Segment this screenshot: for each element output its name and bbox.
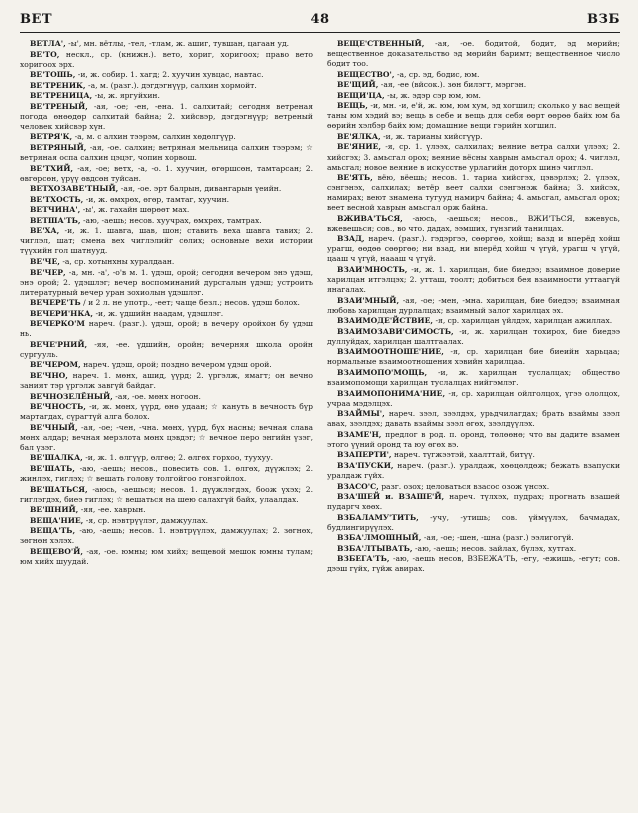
page-header: [20, 10, 620, 33]
entry-definition: предлог в род. п. оронд, төлөөнө; что вы дадите взамен этого үүний оронд та юу өгөх вэ.: [327, 429, 620, 449]
entry-definition: нареч. (разг.). уралдаж, хөөцөлдөж; бежать взапуски уралдаж гүйх.: [327, 460, 620, 480]
entry-definition: нареч. (разг.). гэдэргээ, сөөргөө, хойш; вазд и вперёд хойш урагш, өөдөө сөөргөө; ни взад, ни вперёд хойш ч үгүй, урагш ч үгүй, цааш ч үгүй, наааш ч үгүй.: [327, 234, 620, 264]
entry-definition: -а, ср. хотынхны хуралдаан.: [62, 256, 175, 266]
dictionary-entry: [20, 547, 313, 567]
entry-headword: ВЕТХОЗАВЕ'ТНЫЙ,: [30, 184, 119, 194]
entry-definition: -я, ср. 1. үлээх, салхилах; веяние ветра салхи үлээх; 2. хийсгэх; 3. амьсгал орох; веяние вёсны хаврын амьсгал орох; 4. чиглэл, амьсгал; новое веяние в искусстве урлагийн доторх шинэ чиглэл.: [327, 142, 620, 172]
entry-headword: ВЕЩИ'ЦА,: [337, 90, 385, 100]
entry-headword: ВЕЩЕ'СТВЕННЫЙ,: [337, 39, 425, 48]
entry-definition: нареч. түгжээтэй, хаалттай, битүү.: [393, 450, 535, 460]
entry-headword: ВЗАИ'МНОСТЬ,: [337, 265, 408, 275]
dictionary-entry: [20, 340, 313, 360]
entry-definition: -аюсь, -аешься; несов., ВЖИ'ТЬСЯ, вжевусь, вжевешься; сов., во что. дадах, ээмших, гүнзгий танилцах.: [327, 213, 620, 233]
dictionary-entry: [20, 485, 313, 505]
entry-headword: ВЗБЕГА'ТЬ,: [337, 554, 390, 564]
entry-definition: -я, ср. харилцан үйлдэх, харилцан ажиллах.: [435, 316, 613, 326]
entry-definition: -и, ж. 1. шавга, шав, шон; ставить веха шавга тавих; 2. чиглэл, шат; смена вех чиглэлийг сөлих; основные вехи истории түүхийн гол шатнууд.: [20, 226, 313, 256]
entry-definition: нареч. (разг.). үдэш, орой; в вечеру оройхон бу үдэш нь.: [20, 319, 313, 339]
entry-definition: -и, ж. үдшийн наадам, үдэшлэг.: [95, 308, 224, 318]
dictionary-entry: [20, 298, 313, 308]
dictionary-entry: [20, 526, 313, 546]
entry-definition: -и, мн. -и, е'й, ж. юм, юм хум, эд хогшил; сколько у вас вещей таны юм хэдий вэ; вещь в себе и вещь для себя өөрт өөрөө байх юм ба өөрийн хэлбэр байх юм; домашние вещи гэрийн хогшил.: [327, 101, 620, 131]
entry-definition: -ая, -ое; ветх, -а, -о. 1. хуучин, өгөршсөн, тамтарсан; 2. өвгөрсөн, үрүү өвдсөн туйсан.: [20, 163, 313, 183]
entry-definition: -я, ср. харилцан ойлголцох, үгээ ололцох, учраа мэдэлцэх.: [327, 388, 620, 408]
dictionary-entry: [20, 464, 313, 484]
dictionary-entry: [20, 184, 313, 194]
entry-headword: ВЕТРЯНЫЙ,: [30, 142, 87, 152]
entry-definition: -аю, -аешь; несов., повесить сов. 1. өлгөх, дүүжлэх; 2. жинлэх, гиглэх; ☆ вешать голову толгойгоо гонзгойлох.: [20, 463, 313, 483]
dictionary-entry: [327, 430, 620, 450]
dictionary-entry: [327, 327, 620, 347]
entry-headword: ВЕ'ШАТЬ,: [30, 463, 75, 473]
entry-headword: ВЕЩА'ТЬ,: [30, 526, 76, 536]
entry-headword: ВЖИВА'ТЬСЯ,: [337, 213, 403, 223]
dictionary-entry: [20, 319, 313, 339]
entry-definition: -ая, -ое. бодитой, бодит, эд мөрийн; вещественное доказательство эд мөрийн баримт; вещественное число бодит тоо.: [327, 39, 620, 69]
dictionary-entry: [20, 371, 313, 391]
entry-definition: нареч. зээл, зээлдэх, урьдчилагдах; брать взаймы зээл авах, зээлдэх; давать взаймы зээл өгөх, зээлдүүлэх.: [327, 409, 620, 429]
entry-definition: -аю, -аешь; несов. зайлах, бүлэх, хутгах.: [414, 543, 577, 553]
entry-definition: разг. озох; целоваться взасос озож үнсэх.: [381, 481, 550, 491]
header-left-guide-word: ВЕТ: [20, 12, 53, 27]
dictionary-entry: [327, 482, 620, 492]
entry-headword: ВЕТЛА',: [30, 39, 66, 48]
dictionary-entry: [327, 142, 620, 172]
entry-headword: ВЗАД,: [337, 234, 365, 244]
entry-definition: -ая, -ое; -шен, -шна (разг.) ээлигогүй.: [423, 533, 574, 543]
entry-definition: -ы', ж. гахайн шөрөөт мах.: [82, 205, 190, 215]
entry-definition: -и, ж. 1. харилцан, бие биедээ; взаимное доверие харилцан итгэлцэх; 2. утташ, тоолт; добиться бея взаимности уттаагүй янагалах.: [327, 265, 620, 295]
page-number: 48: [310, 12, 330, 27]
dictionary-entry: [327, 70, 620, 80]
dictionary-entry: [20, 423, 313, 453]
header-right-guide-word: ВЗБ: [587, 12, 620, 27]
entry-definition: -а, м. с алхин тээрэм, салхин хөдөлгүүр.: [74, 132, 236, 142]
dictionary-entry: [20, 360, 313, 370]
dictionary-entry: [327, 544, 620, 554]
dictionary-entry: [327, 265, 620, 295]
dictionary-entry: [20, 453, 313, 463]
entry-headword: ВЗАИМОЗАВИ'СИМОСТЬ,: [337, 326, 454, 336]
dictionary-entry: [327, 214, 620, 234]
entry-definition: -учу, -утишь; сов. үймүүлэх, бачмадах, будлингирүүлэх.: [327, 512, 620, 532]
entry-definition: -ая, -ое. эрт балрын, дивангарын үеийн.: [120, 184, 282, 194]
entry-headword: ВЕ'ШАЛКА,: [30, 453, 83, 463]
entry-definition: -ая, -ое; -ен, -ена. 1. салхитай; сегодня ветреная погода өнөөдөр салхитай байна; 2. хийсвэр, дэгдэгнүүр; ветреный человек хийсвэр хүн.: [20, 101, 313, 131]
entry-headword: ВЕЩА'НИЕ,: [30, 515, 84, 525]
entry-definition: -ы', мн. вётлы, -тел, -тлам, ж. ашиг, тувшан, цагаан уд.: [68, 39, 290, 48]
entry-definition: -и, ж. харилцан туслалцах; общество взаимопомощи харилцан туслалцах нийгэмлэг.: [327, 368, 620, 388]
entry-headword: ВЕ'ЧНОСТЬ,: [30, 402, 86, 412]
columns: [20, 39, 620, 809]
entry-definition: -а, ср. эд, бодис, юм.: [396, 69, 480, 79]
dictionary-entry: [327, 461, 620, 481]
entry-headword: ВЕЧЕ'РНИЙ,: [30, 339, 88, 349]
entry-headword: ВЗБА'ЛМОШНЫЙ,: [337, 533, 422, 543]
dictionary-entry: [327, 132, 620, 142]
entry-definition: нескл., ср. (книжн.). вето, хориг, хоригоох; право вето хоригоох эрх.: [20, 49, 313, 69]
entry-definition: -и, ж. собир. 1. хагд; 2. хуучин хувцас, навтас.: [77, 70, 264, 80]
dictionary-entry: [20, 505, 313, 515]
dictionary-entry: [20, 205, 313, 215]
entry-definition: -и, ж. 1. өлгүүр, өлгөө; 2. өлгөх горхоо, туухуу.: [85, 453, 274, 463]
dictionary-entry: [327, 80, 620, 90]
entry-definition: нареч. түлхэх, пудрах; прогнать взашей пударгч хөөх.: [327, 492, 620, 512]
entry-headword: ВЕЩЕСТВО',: [337, 69, 395, 79]
entry-headword: ВЕ'ЯНИЕ,: [337, 142, 382, 152]
dictionary-entry: [20, 216, 313, 226]
right-column: [327, 39, 620, 809]
dictionary-entry: [20, 195, 313, 205]
dictionary-entry: [20, 516, 313, 526]
dictionary-entry: [20, 309, 313, 319]
entry-definition: -аю, -аешь несов, ВЗБЕЖА'ТЬ, -егу, -ежишь, -егут; сов. дээш гүйх, гүйж авирах.: [327, 554, 620, 574]
dictionary-entry: [20, 91, 313, 101]
entry-definition: -и, ж. тарианы хийсгүүр.: [383, 131, 483, 141]
dictionary-entry: [327, 347, 620, 367]
dictionary-entry: [20, 102, 313, 132]
entry-definition: -и, ж. өмхрөх, өгөр, тамтаг, хуучин.: [85, 194, 230, 204]
entry-headword: ВЕ'ЧЕ,: [30, 256, 60, 266]
dictionary-entry: [20, 70, 313, 80]
entry-headword: ВЕ'ЧЕР,: [30, 267, 66, 277]
entry-headword: ВЗБА'ЛТЫВАТЬ,: [337, 543, 413, 553]
entry-definition: -аю, -аешь; несов. 1. нэвтрүүлэх, дамжуулах; 2. зөгнөх, зөгнөн хэлэх.: [20, 526, 313, 546]
entry-headword: ВЗА'ПУСКИ,: [337, 460, 394, 470]
dictionary-entry: [327, 368, 620, 388]
entry-definition: -аю, -аешь; несов. хуучрах, өмхрөх, тамтрах.: [82, 215, 262, 225]
entry-definition: -я, ср. нэвтрүүлэг, дамжуулах.: [85, 515, 209, 525]
entry-headword: ВЕ'ЧНЫЙ,: [30, 422, 78, 432]
entry-definition: -ая, -ое. мөнх ногоон.: [115, 391, 201, 401]
entry-headword: ВЕЧНОЗЕЛЁНЫЙ,: [30, 391, 113, 401]
entry-definition: -ы, ж. яргуйхин.: [94, 91, 160, 101]
entry-definition: -ая, -ое; -мен, -мна. харилцан, бие биедээ; взаимная любовь харилцан дурлалцах; взаимный залог харилцах эх.: [327, 295, 620, 315]
dictionary-entry: [20, 402, 313, 422]
dictionary-entry: [327, 101, 620, 131]
entry-headword: ВЗАИМОДЕ'ЙСТВИЕ,: [337, 316, 434, 326]
entry-definition: -яя, -ее. хаврын.: [80, 505, 146, 515]
entry-headword: ВЗА'ШЕЙ и. ВЗАШЕ'Й,: [337, 492, 445, 502]
entry-headword: ВЗАМЕ'Н,: [337, 429, 382, 439]
left-column: [20, 39, 313, 809]
entry-headword: ВЕЧЕРКО'М: [30, 319, 85, 329]
entry-headword: ВЕЧЕРЕ'ТЬ: [30, 298, 81, 308]
dictionary-entry: [20, 50, 313, 70]
dictionary-entry: [20, 164, 313, 184]
entry-headword: ВЗАИ'МНЫЙ,: [337, 295, 400, 305]
dictionary-entry: [20, 257, 313, 267]
entry-headword: ВЕЩЕВО'Й,: [30, 546, 83, 556]
dictionary-entry: [327, 316, 620, 326]
entry-headword: ВЕ'ЩИЙ,: [337, 80, 379, 90]
entry-headword: ВЕ'ЯЛКА,: [337, 131, 381, 141]
entry-definition: -ая, -ое. юмны; юм хийх; вещевой мешок юмны тулам; юм хийх шуудай.: [20, 546, 313, 566]
dictionary-entry: [20, 39, 313, 49]
dictionary-entry: [327, 409, 620, 429]
entry-headword: ВЗАЙМЫ',: [337, 409, 385, 419]
entry-definition: нареч. үдэш, орой; поздно вечером үдэш орой.: [83, 360, 272, 370]
entry-headword: ВЕ'ТОШЬ,: [30, 70, 76, 80]
dictionary-entry: [20, 143, 313, 163]
entry-headword: ВЕ'ХА,: [30, 226, 60, 236]
dictionary-entry: [327, 450, 620, 460]
dictionary-entry: [327, 513, 620, 533]
entry-headword: ВЕЩЬ,: [337, 101, 368, 111]
entry-definition: -ая, -ое; -чен, -чна. мөнх, үүрд, бүх насны; вечная слава мөнх алдар; вечная мерзлота мөнх цэвдэг; ☆ вечное перо энгийн үзэг, бал үзэг.: [20, 422, 313, 452]
dictionary-entry: [20, 132, 313, 142]
entry-headword: ВЗАСО'С,: [337, 481, 379, 491]
entry-definition: -а, мн. -а', -о'в м. 1. үдэш, орой; сегодня вечером энэ үдэш, энэ орой; 2. үдэшлэг; вечер воспоминаний дурсгалын үдэш; устроить литературный вечер уран зохиолын үдэшлэг.: [20, 267, 313, 297]
entry-headword: ВЕЧЕРИ'НКА,: [30, 308, 94, 318]
dictionary-entry: [20, 226, 313, 256]
entry-definition: -и, ж. харилцан тохирох, бие биедээ дуллуйдах, харилцан шалтгаалах.: [327, 326, 620, 346]
dictionary-entry: [327, 39, 620, 69]
dictionary-entry: [327, 91, 620, 101]
entry-definition: -а, м. (разг.). дэгдэгнүүр, салхин хормойт.: [88, 80, 257, 90]
entry-headword: ВЕ'ТРЕНИЦА,: [30, 91, 93, 101]
entry-headword: ВЕТША'ТЬ,: [30, 215, 81, 225]
entry-definition: / и 2 л. не употр., -еет; чаще безл.; несов. үдэш болох.: [83, 298, 300, 308]
dictionary-entry: [327, 389, 620, 409]
entry-headword: ВЕ'ШАТЬСЯ,: [30, 484, 88, 494]
dictionary-entry: [20, 392, 313, 402]
entry-headword: ВЕ'ТРЕНИК,: [30, 80, 86, 90]
dictionary-entry: [327, 533, 620, 543]
entry-headword: ВЕ'ТХИЙ,: [30, 163, 74, 173]
entry-headword: ВЕ'ТРЕНЫЙ,: [30, 101, 88, 111]
entry-headword: ВЗАИМОПОНИМА'НИЕ,: [337, 388, 446, 398]
entry-headword: ВЕТРЯ'К,: [30, 132, 73, 142]
entry-headword: ВЕ'ТХОСТЬ,: [30, 194, 84, 204]
entry-headword: ВЕ'ЧЕРОМ,: [30, 360, 81, 370]
entry-headword: ВЗАПЕРТИ',: [337, 450, 392, 460]
dictionary-entry: [20, 81, 313, 91]
dictionary-entry: [327, 173, 620, 213]
entry-headword: ВЕ'ЯТЬ,: [337, 173, 373, 183]
entry-headword: ВЕ'ШНИЙ,: [30, 505, 79, 515]
entry-definition: -аюсь, -аешься; несов. 1. дүүжлэгдэх, боож үхэх; 2. гиглэгдэх, биеэ гиглэх; ☆ вешаться на шею салахгүй байх, улаалдах.: [20, 484, 313, 504]
entry-headword: ВЗАИМОПО'МОЩЬ,: [337, 368, 428, 377]
entry-definition: -я, ср. харилцан бие биеийн харьцаа; нормальные взаимоотношения хэвийн харилцаа.: [327, 347, 620, 367]
entry-definition: нареч. 1. мөнх, ашид, үүрд; 2. үргэлж, ямагт; он вечно заният тэр үргэлж завгүй байдаг.: [20, 371, 313, 391]
entry-definition: -яя, -ее. үдшийн, оройн; вечерняя школа оройн сургууль.: [20, 339, 313, 359]
entry-definition: -ая, -ее (вйсок.). зөн билэгт, мэргэн.: [380, 80, 527, 90]
entry-definition: -ы, ж. эдэр сэр юм, юм.: [387, 90, 481, 100]
dictionary-entry: [327, 296, 620, 316]
entry-headword: ВЗАИМООТНОШЕ'НИЕ,: [337, 347, 444, 357]
entry-definition: вёю, вёешь; несов. 1. тариа хийсгэх, цэвэрлэх; 2. үлээх, сэнгэнэх, салхилах; ветёр веет салхи сэнгэнэж байна; 3. хийсэх, намирах; веют знамена тугууд намирч байна; 4. амьсгал, амьсгал орох; веет весной хаврын амьсгал орж байна.: [327, 173, 620, 213]
entry-headword: ВЕ'ЧНО,: [30, 371, 68, 380]
entry-headword: ВЗБАЛАМУ'ТИТЬ,: [337, 512, 419, 522]
entry-definition: -ая, -ое. салхин; ветряная мельница салхин тээрэм; ☆ ветряная оспа салхин цэцэг, чопин хорвош.: [20, 142, 313, 163]
dictionary-entry: [327, 554, 620, 574]
dictionary-entry: [327, 234, 620, 264]
dictionary-entry: [20, 268, 313, 298]
entry-headword: ВЕТЧИНА',: [30, 205, 81, 215]
dictionary-entry: [327, 492, 620, 512]
entry-headword: ВЕ'ТО,: [30, 49, 60, 59]
entry-definition: -и, ж. мөнх, үүрд, өнө удаан; ☆ кануть в вечность бүр мартагдах, сүрагтүй алга болох.: [20, 402, 313, 422]
